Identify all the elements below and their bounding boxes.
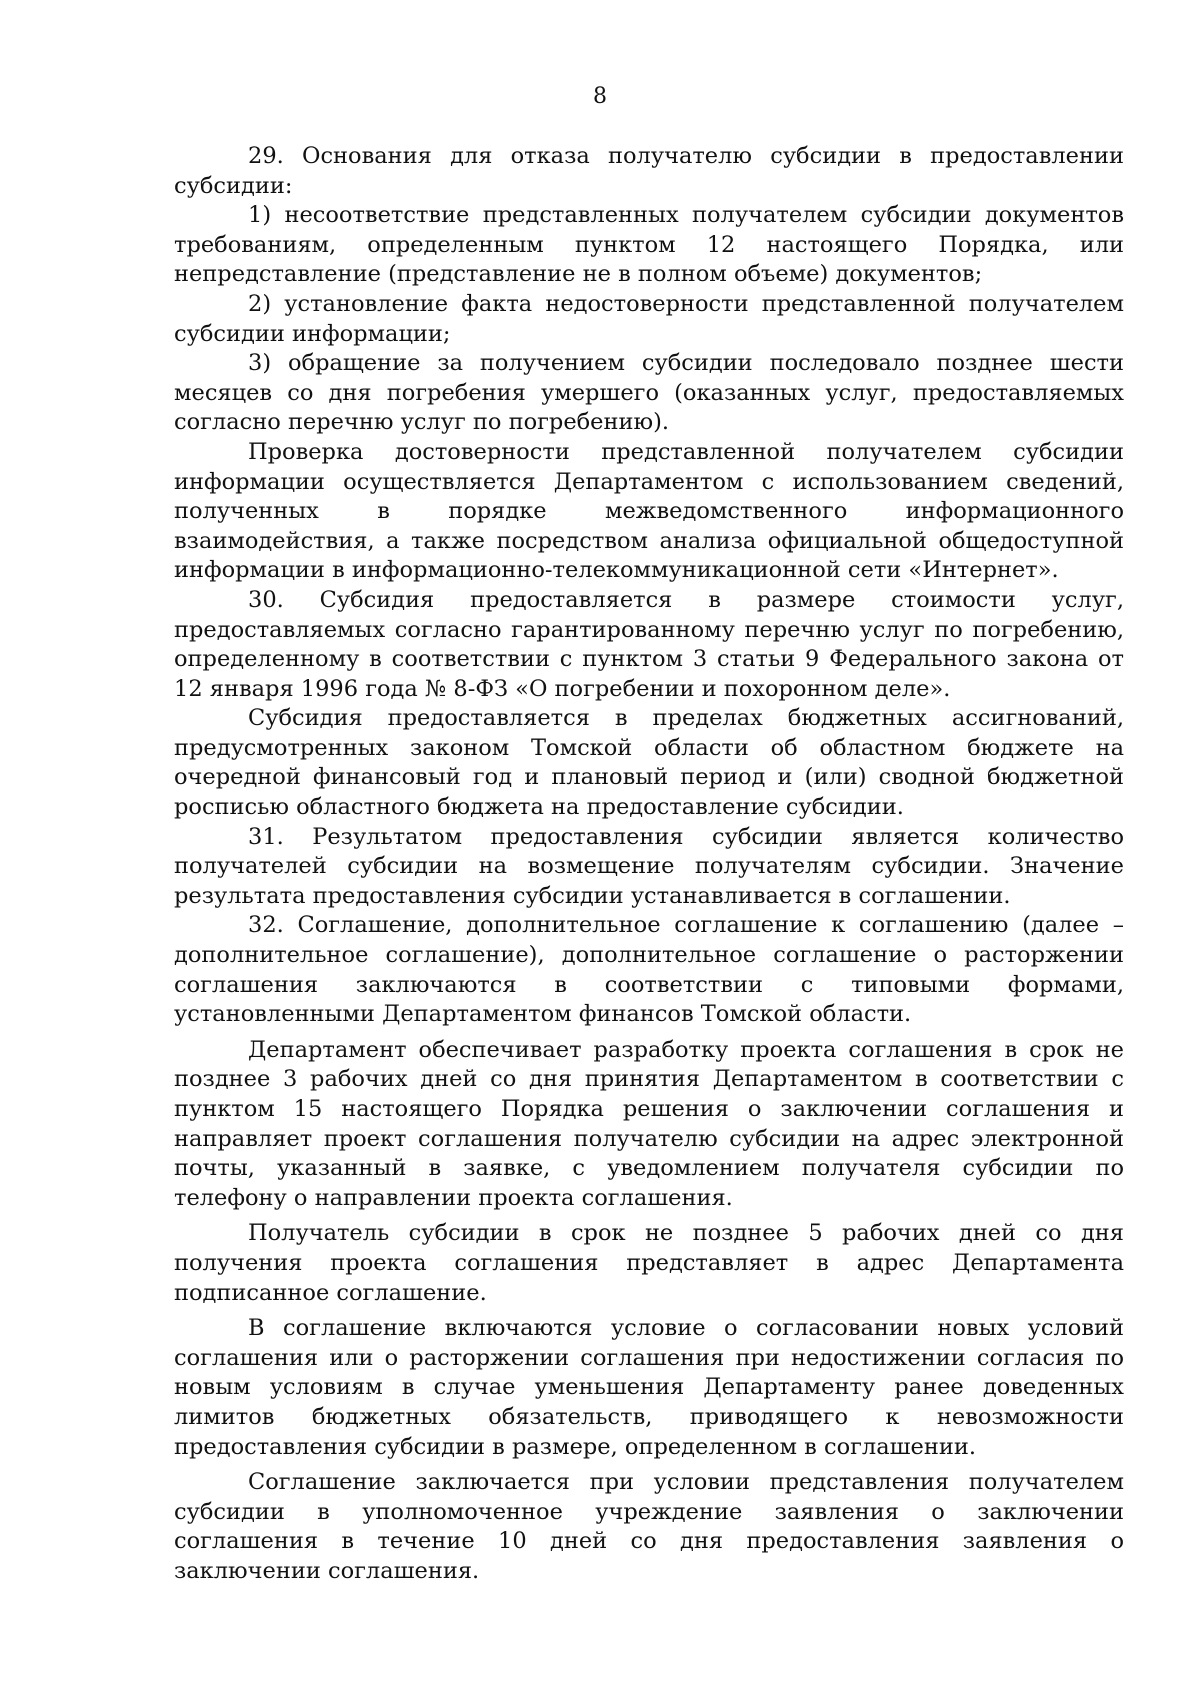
paragraph-32-draft: Департамент обеспечивает разработку проекта соглашения в срок не позднее 3 рабочих дней со дня принятия Департаментом в соответствии с пунктом 15 настоящего Порядка решения о заключении соглашения и направляет проект соглашения получателю субсидии на адрес электронной почты, указанный в заявке, с уведомлением получателя субсидии по телефону о направлении проекта соглашения. [174,1036,1124,1211]
paragraph-32-conditions: В соглашение включаются условие о согласовании новых условий соглашения или о расторжении соглашения при недостижении согласия по новым условиям в случае уменьшения Департаменту ранее доведенных лимитов бюджетных обязательств, приводящего к невозможности предоставления субсидии в размере, определенном в соглашении. [174,1315,1124,1460]
paragraph-30: 30. Субсидия предоставляется в размере стоимости услуг, предоставляемых согласно гарантированному перечню услуг по погребению, определенному в соответствии с пунктом 3 статьи 9 Федерального закона от 12 января 1996 года № 8-ФЗ «О погребении и похоронном деле». [174,586,1124,702]
paragraph-29-verification: Проверка достоверности представленной получателем субсидии информации осуществляется Департаментом с использованием сведений, полученных в порядке межведомственного информационного взаимодействия, а также посредством анализа официальной общедоступной информации в информационно-телекоммуникационной сети «Интернет». [174,438,1124,584]
paragraph-29-item-2: 2) установление факта недостоверности представленной получателем субсидии информации; [174,290,1124,347]
paragraph-29-item-1: 1) несоответствие представленных получателем субсидии документов требованиям, определенным пунктом 12 настоящего Порядка, или непредставление (представление не в полном объеме) документов; [174,202,1124,288]
paragraph-30-budget: Субсидия предоставляется в пределах бюджетных ассигнований, предусмотренных законом Томской области об областном бюджете на очередной финансовый год и плановый период и (или) сводной бюджетной росписью областного бюджета на предоставление субсидии. [174,705,1124,821]
paragraph-32-application: Соглашение заключается при условии представления получателем субсидии в уполномоченное учреждение заявления о заключении соглашения в течение 10 дней со дня предоставления заявления о заключении соглашения. [174,1469,1124,1584]
document-body [174,142,1124,1587]
paragraph-29-item-3: 3) обращение за получением субсидии последовало позднее шести месяцев со дня погребения умершего (оказанных услуг, предоставляемых согласно перечню услуг по погребению). [174,350,1124,436]
paragraph-31: 31. Результатом предоставления субсидии является количество получателей субсидии на возмещение получателям субсидии. Значение результата предоставления субсидии устанавливается в соглашении. [174,823,1124,909]
paragraph-32-signing: Получатель субсидии в срок не позднее 5 рабочих дней со дня получения проекта соглашения представляет в адрес Департамента подписанное соглашение. [174,1220,1124,1306]
paragraph-29-heading: 29. Основания для отказа получателю субсидии в предоставлении субсидии: [174,143,1124,199]
page-number: 8 [593,84,607,109]
paragraph-32: 32. Соглашение, дополнительное соглашение к соглашению (далее – дополнительное соглашение), дополнительное соглашение о расторжении соглашения заключаются в соответствии с типовыми формами, установленными Департаментом финансов Томской области. [174,912,1124,1028]
